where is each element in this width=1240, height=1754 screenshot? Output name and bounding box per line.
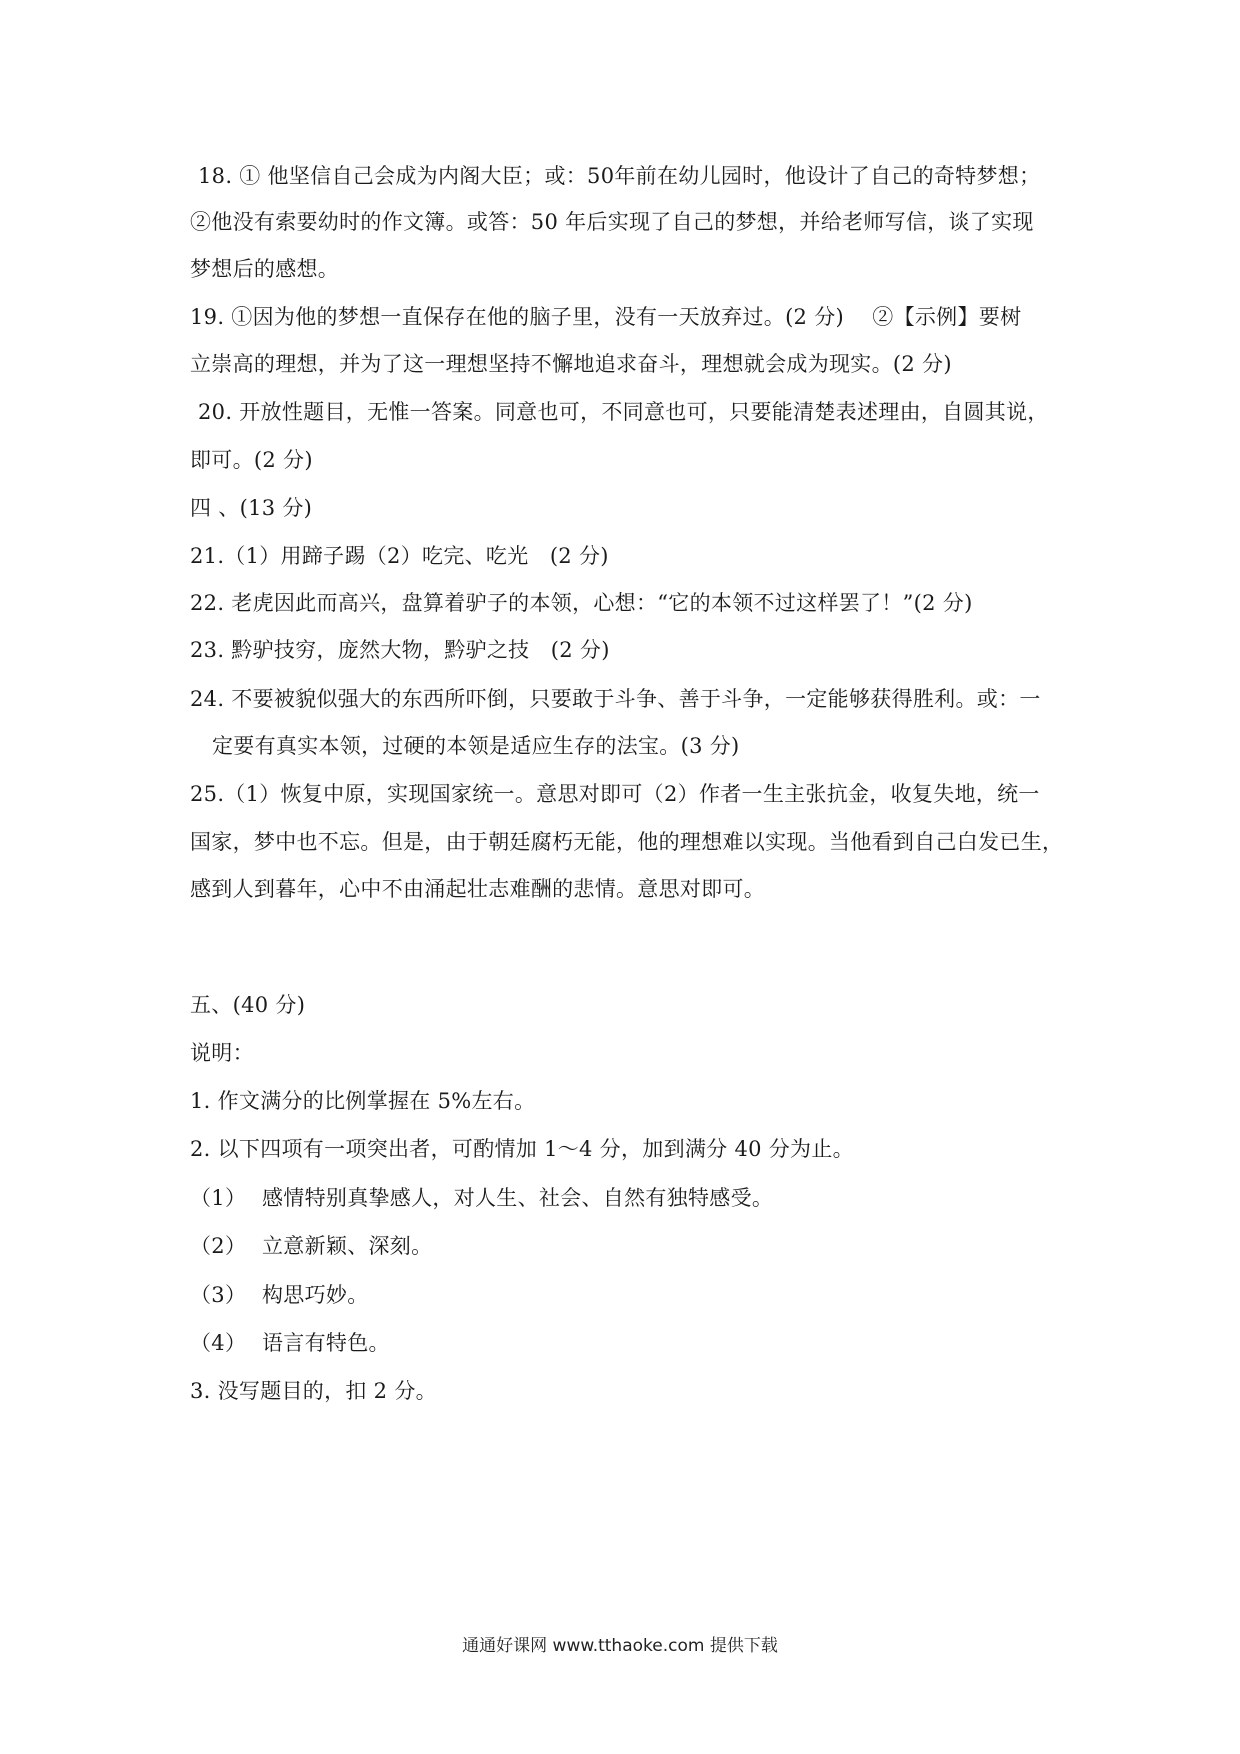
item-label: （2） [190,1234,247,1258]
q24-line-1: 24. 不要被貌似强大的东西所吓倒，只要敢于斗争、善于斗争，一定能够获得胜利。或：一 [190,687,1041,711]
item-label: （1） [190,1186,247,1210]
rule-2-item-4 [190,1328,1060,1358]
q21-answer: 21.（1）用蹄子踢（2）吃完、吃光 (2 分) [190,544,609,568]
q24-line-2: 定要有真实本领，过硬的本领是适应生存的法宝。(3 分) [212,734,740,758]
item-label: （4） [190,1331,247,1355]
section-5-heading: 五、(40 分) [190,993,306,1017]
q25-line-2: 国家，梦中也不忘。但是，由于朝廷腐朽无能，他的理想难以实现。当他看到自己白发已生， [190,830,1064,854]
q23-answer: 23. 黔驴技穷，庞然大物，黔驴之技 (2 分) [190,638,610,662]
q19-line-1: 19. ①因为他的梦想一直保存在他的脑子里，没有一天放弃过。(2 分) ②【示例】要树 [190,305,1022,329]
q20-line-2: 即可。(2 分) [190,448,313,472]
rule-1: 1. 作文满分的比例掌握在 5%左右。 [190,1089,536,1113]
q18-line-2: ②他没有索要幼时的作文簿。或答：50 年后实现了自己的梦想，并给老师写信，谈了实现 [190,210,1034,234]
q22-answer: 22. 老虎因此而高兴，盘算着驴子的本领，心想：“它的本领不过这样罢了！”(2 分) [190,591,973,615]
rule-2-item-2 [190,1231,1060,1261]
q18-line-1: 18. ① 他坚信自己会成为内阁大臣；或：50年前在幼儿园时，他设计了自己的奇特梦想； [198,164,1041,188]
rule-2: 2. 以下四项有一项突出者，可酌情加 1～4 分，加到满分 40 分为止。 [190,1137,854,1161]
item-text: 立意新颖、深刻。 [262,1234,433,1258]
item-text: 感情特别真挚感人，对人生、社会、自然有独特感受。 [262,1186,774,1210]
q18-line-3: 梦想后的感想。 [190,257,340,281]
section-4-heading: 四 、(13 分) [190,496,313,520]
q20-line-1: 20. 开放性题目，无惟一答案。同意也可，不同意也可，只要能清楚表述理由，自圆其说， [198,400,1049,424]
rule-2-item-3 [190,1280,1060,1310]
q25-line-3: 感到人到暮年，心中不由涌起壮志难酬的悲情。意思对即可。 [190,877,766,901]
footer-download-notice: 通通好课网 www.tthaoke.com 提供下载 [462,1636,778,1656]
q19-line-2: 立崇高的理想，并为了这一理想坚持不懈地追求奋斗，理想就会成为现实。(2 分) [190,352,952,376]
item-text: 语言有特色。 [262,1331,390,1355]
item-text: 构思巧妙。 [262,1283,369,1307]
q25-line-1: 25.（1）恢复中原，实现国家统一。意思对即可（2）作者一生主张抗金，收复失地，统一 [190,782,1040,806]
item-label: （3） [190,1283,247,1307]
rule-3: 3. 没写题目的，扣 2 分。 [190,1379,437,1403]
explanation-label: 说明： [190,1041,254,1065]
rule-2-item-1 [190,1183,1060,1213]
